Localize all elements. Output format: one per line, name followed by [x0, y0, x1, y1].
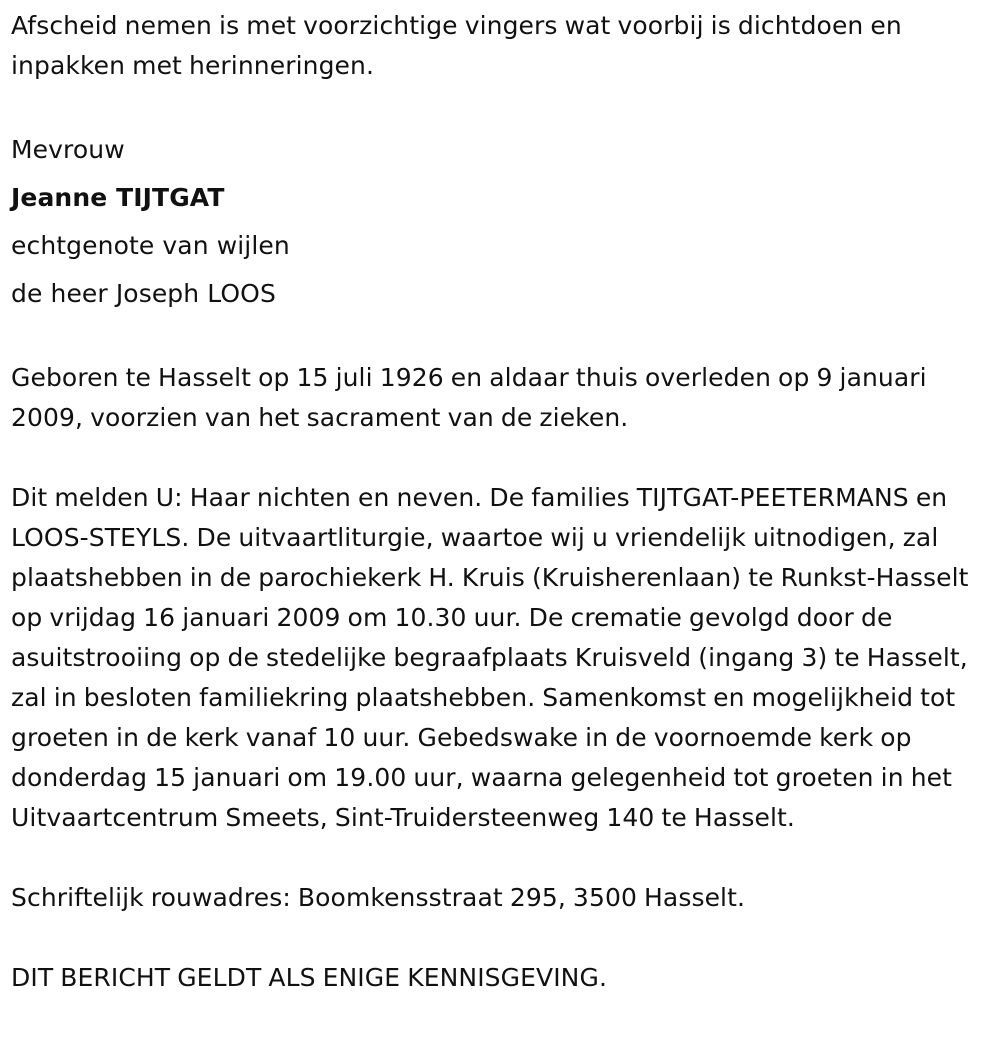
spacer: [11, 438, 995, 478]
relation-line-2: de heer Joseph LOOS: [11, 279, 276, 308]
announcement-text: Dit melden U: Haar nichten en neven. De families TIJTGAT-PEETERMANS en LOOS-STEYLS. De uitvaartliturgie, waartoe wij u vriendelijk uitnodigen, zal plaatshebben in de parochiekerk H. Kruis (Kruisherenlaan) te Runkst-Hasselt op vrijdag 16 januari 2009 om 10.30 uur. De crematie gevolgd door de asuitstrooiing op de stedelijke begraafplaats Kruisveld (ingang 3) te Hasselt, zal in besloten familiekring plaatshebben. Samenkomst en mogelijkheid tot groeten in de kerk vanaf 10 uur. Gebedswake in de voornoemde kerk op donderdag 15 januari om 19.00 uur, waarna gelegenheid tot groeten in het Uitvaartcentrum Smeets, Sint-Truidersteenweg 140 te Hasselt.: [11, 483, 969, 832]
closing-statement: DIT BERICHT GELDT ALS ENIGE KENNISGEVING.: [11, 963, 607, 992]
deceased-block: [11, 126, 995, 318]
motto-text: Afscheid nemen is met voorzichtige vingers wat voorbij is dichtdoen en inpakken met herinneringen.: [11, 11, 902, 80]
deceased-name: Jeanne TIJTGAT: [11, 183, 225, 212]
obituary-notice: [11, 6, 995, 998]
spacer: [11, 838, 995, 878]
salutation: Mevrouw: [11, 135, 125, 164]
mourning-address: Schriftelijk rouwadres: Boomkensstraat 295, 3500 Hasselt.: [11, 883, 746, 912]
spacer: [11, 318, 995, 358]
relation-line-1: echtgenote van wijlen: [11, 231, 290, 260]
birth-death-text: Geboren te Hasselt op 15 juli 1926 en aldaar thuis overleden op 9 januari 2009, voorzien van het sacrament van de zieken.: [11, 363, 927, 432]
spacer: [11, 918, 995, 958]
spacer: [11, 86, 995, 126]
